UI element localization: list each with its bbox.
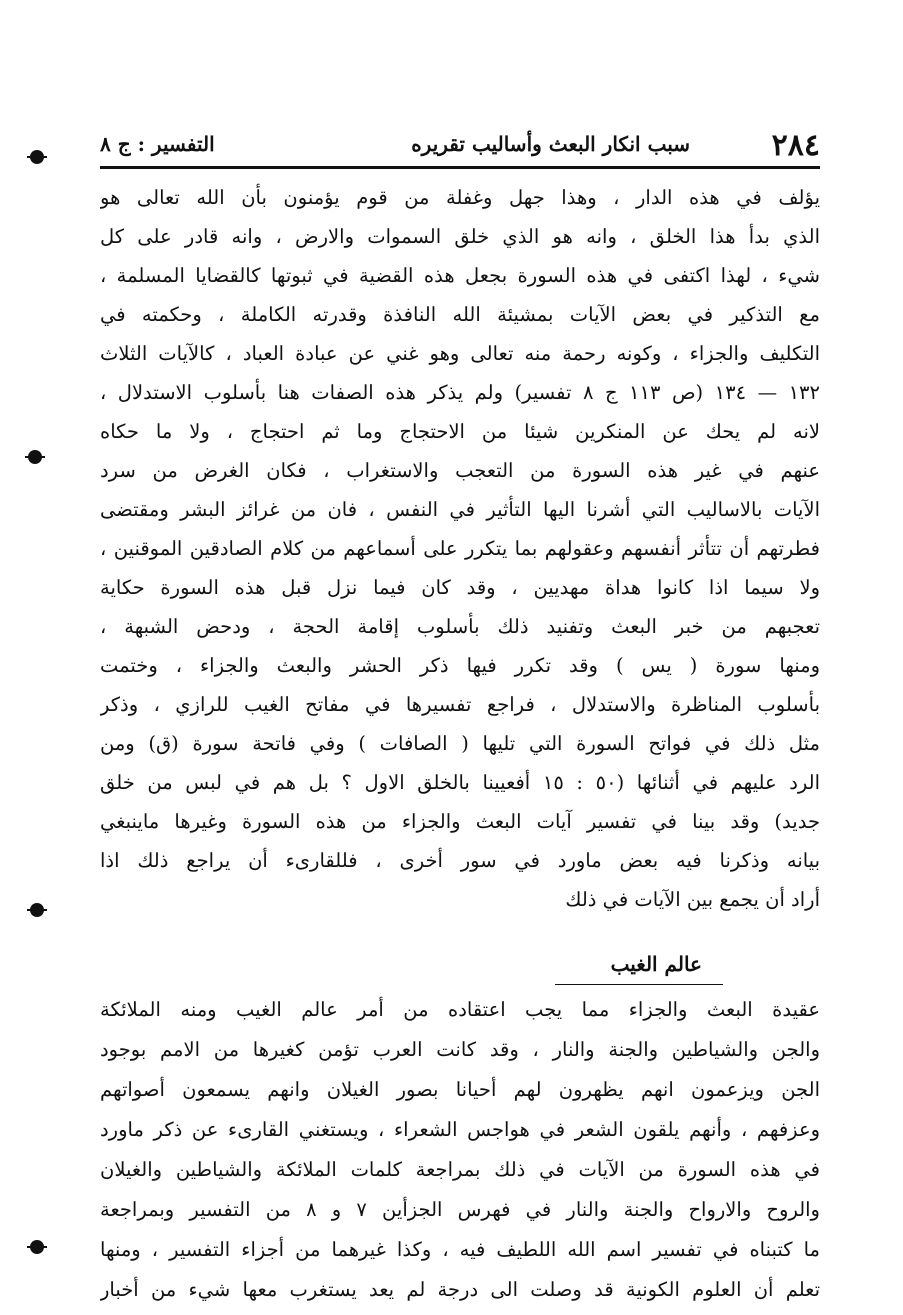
section-name: التفسير : ج ٨ xyxy=(100,132,215,156)
text-line: تعجبهم من خبر البعث وتفنيد ذلك بأسلوب إقامة الحجة ، ودحض الشبهة ، xyxy=(100,615,820,638)
text-line: مثل ذلك في فواتح السورة التي تليها ( الصافات ) وفي فاتحة سورة (ق) ومن xyxy=(100,732,820,755)
text-line: ما كتبناه في تفسير اسم الله اللطيف فيه ، وكذا غيرهما من أجزاء التفسير ، ومنها xyxy=(100,1238,820,1261)
text-line: الجن ويزعمون انهم يظهرون لهم أحيانا بصور الغيلان وانهم يسمعون أصواتهم xyxy=(100,1078,820,1101)
binding-hole-mark xyxy=(30,903,44,917)
text-line: ومنها سورة ( يس ) وقد تكرر فيها ذكر الحشر والبعث والجزاء ، وختمت xyxy=(100,654,820,677)
text-line: في هذه السورة من الآيات في ذلك بمراجعة كلمات الملائكة والشياطين والغيلان xyxy=(100,1158,820,1181)
text-line: فطرتهم أن تتأثر أنفسهم وعقولهم بما يتكرر على أسماعهم من كلام الصادقين الموقنين ، xyxy=(100,537,820,560)
text-line: بيانه وذكرنا فيه بعض ماورد في سور أخرى ، فللقارىء أن يراجع ذلك اذا xyxy=(100,849,820,872)
text-line: جديد) وقد بينا في تفسير آيات البعث والجزاء من هذه السورة وغيرها ماينبغي xyxy=(100,810,820,833)
text-line: لانه لم يحك عن المنكرين شيئا من الاحتجاج وما ثم احتجاج ، ولا ما حكاه xyxy=(100,420,820,443)
text-line: بأسلوب المناظرة والاستدلال ، فراجع تفسيرها في مفاتح الغيب للرازي ، وذكر xyxy=(100,693,820,716)
text-line: التكليف والجزاء ، وكونه رحمة منه تعالى وهو غني عن عبادة العباد ، كالآيات الثلاث xyxy=(100,342,820,365)
text-line: والروح والارواح والجنة والنار في فهرس الجزأين ٧ و ٨ من التفسير وبمراجعة xyxy=(100,1198,820,1221)
text-line: عنهم في غير هذه السورة من التعجب والاستغراب ، فكان الغرض من سرد xyxy=(100,459,820,482)
text-line: شيء ، لهذا اكتفى في هذه السورة بجعل هذه القضية في ثبوتها كالقضايا المسلمة ، xyxy=(100,264,820,287)
running-title: سبب انكار البعث وأساليب تقريره xyxy=(411,132,690,156)
text-line: الآيات بالاساليب التي أشرنا اليها التأثير في النفس ، فان من غرائز البشر ومقتضى xyxy=(100,498,820,521)
paragraph-2 xyxy=(100,990,820,1310)
section-heading-text: عالم الغيب xyxy=(610,952,702,976)
text-line: والجن والشياطين والجنة والنار ، وقد كانت العرب تؤمن كغيرها من الامم بوجود xyxy=(100,1038,820,1061)
binding-hole-mark xyxy=(28,450,42,464)
section-heading xyxy=(100,950,820,982)
text-line: عقيدة البعث والجزاء مما يجب اعتقاده من أمر عالم الغيب ومنه الملائكة xyxy=(100,998,820,1021)
binding-hole-mark xyxy=(30,1240,44,1254)
paragraph-1 xyxy=(100,178,820,919)
text-line: تعلم أن العلوم الكونية قد وصلت الى درجة لم يعد يستغرب معها شيء من أخبار xyxy=(100,1278,820,1301)
text-line: أراد أن يجمع بين الآيات في ذلك xyxy=(565,888,820,911)
binding-hole-mark xyxy=(30,150,44,164)
text-line: ١٣٢ — ١٣٤ (ص ١١٣ ج ٨ تفسير) ولم يذكر هذه الصفات هنا بأسلوب الاستدلال ، xyxy=(100,381,820,404)
page-header xyxy=(100,128,820,164)
text-line: الرد عليهم في أثنائها (٥٠ : ١٥ أفعيينا بالخلق الاول ؟ بل هم في لبس من خلق xyxy=(100,771,820,794)
text-line: الذي بدأ هذا الخلق ، وانه هو الذي خلق السموات والارض ، وانه قادر على كل xyxy=(100,225,820,248)
header-rule xyxy=(100,166,820,169)
page-number: ٢٨٤ xyxy=(771,128,820,163)
text-line: يؤلف في هذه الدار ، وهذا جهل وغفلة من قوم يؤمنون بأن الله تعالى هو xyxy=(100,186,820,209)
text-line: مع التذكير في بعض الآيات بمشيئة الله النافذة وقدرته الكاملة ، وحكمته في xyxy=(100,303,820,326)
text-line: وعزفهم ، وأنهم يلقون الشعر في هواجس الشعراء ، ويستغني القارىء عن ذكر ماورد xyxy=(100,1118,820,1141)
heading-underline xyxy=(555,984,723,985)
text-line: ولا سيما اذا كانوا هداة مهديين ، وقد كان فيما نزل قبل هذه السورة حكاية xyxy=(100,576,820,599)
